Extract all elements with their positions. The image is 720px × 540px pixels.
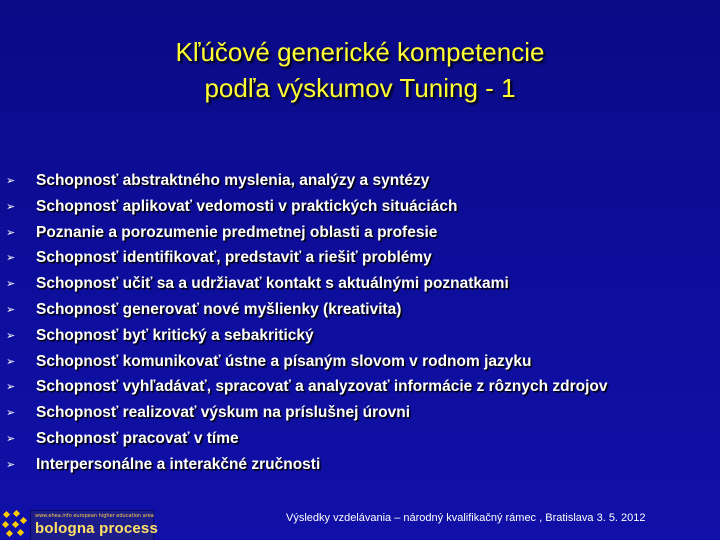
- logo-small-text: www.ehea.info european higher education area: [35, 513, 154, 519]
- footer-text: Výsledky vzdelávania – národný kvalifikačný rámec , Bratislava 3. 5. 2012: [286, 512, 646, 524]
- arrow-bullet-icon: ➢: [6, 406, 16, 420]
- bullet-item: [6, 220, 607, 246]
- bologna-stars-icon: [2, 510, 28, 538]
- bullet-text: Schopnosť vyhľadávať, spracovať a analyzovať informácie z rôznych zdrojov: [36, 378, 608, 396]
- bullet-text: Schopnosť generovať nové myšlienky (kreativita): [36, 300, 402, 318]
- bullet-text: Schopnosť pracovať v tíme: [36, 429, 239, 447]
- bullet-item: [6, 168, 607, 194]
- bologna-process-logo: [0, 509, 159, 540]
- bullet-item: [6, 194, 607, 220]
- bullet-text: Schopnosť komunikovať ústne a písaným slovom v rodnom jazyku: [36, 352, 532, 370]
- bullet-item: [6, 374, 607, 400]
- bullet-item: [6, 323, 607, 349]
- slide-title-line-1: Kľúčové generické kompetencie: [175, 37, 545, 67]
- arrow-bullet-icon: ➢: [6, 199, 16, 213]
- arrow-bullet-icon: ➢: [6, 431, 16, 445]
- bullet-item: [6, 349, 607, 375]
- bullet-list: [6, 168, 607, 478]
- bullet-text: Poznanie a porozumenie predmetnej oblasti a profesie: [36, 223, 438, 241]
- arrow-bullet-icon: ➢: [6, 225, 16, 239]
- arrow-bullet-icon: ➢: [6, 277, 16, 291]
- bullet-item: [6, 297, 607, 323]
- bullet-item: [6, 452, 607, 478]
- arrow-bullet-icon: ➢: [6, 251, 16, 265]
- bullet-item: [6, 271, 607, 297]
- logo-main-text: bologna process: [35, 520, 159, 537]
- bullet-item: [6, 426, 607, 452]
- bullet-text: Schopnosť abstraktného myslenia, analýzy a syntézy: [36, 172, 430, 189]
- bullet-text: Schopnosť identifikovať, predstaviť a riešiť problémy: [36, 249, 432, 267]
- bullet-text: Schopnosť byť kritický a sebakritický: [36, 326, 314, 344]
- arrow-bullet-icon: ➢: [6, 174, 16, 187]
- slide-title: [0, 34, 720, 106]
- slide-title-line-2: podľa výskumov Tuning - 1: [204, 73, 516, 103]
- arrow-bullet-icon: ➢: [6, 380, 16, 394]
- bullet-text: Schopnosť realizovať výskum na príslušnej úrovni: [36, 404, 411, 422]
- bullet-item: [6, 400, 607, 426]
- bullet-text: Schopnosť učiť sa a udržiavať kontakt s aktuálnými poznatkami: [36, 275, 509, 293]
- arrow-bullet-icon: ➢: [6, 354, 16, 368]
- bullet-text: Interpersonálne a interakčné zručnosti: [36, 455, 321, 473]
- bologna-logo-box: [30, 510, 159, 540]
- arrow-bullet-icon: ➢: [6, 457, 16, 471]
- bullet-text: Schopnosť aplikovať vedomosti v praktických situáciách: [36, 197, 458, 215]
- arrow-bullet-icon: ➢: [6, 328, 16, 342]
- bullet-item: [6, 245, 607, 271]
- arrow-bullet-icon: ➢: [6, 302, 16, 316]
